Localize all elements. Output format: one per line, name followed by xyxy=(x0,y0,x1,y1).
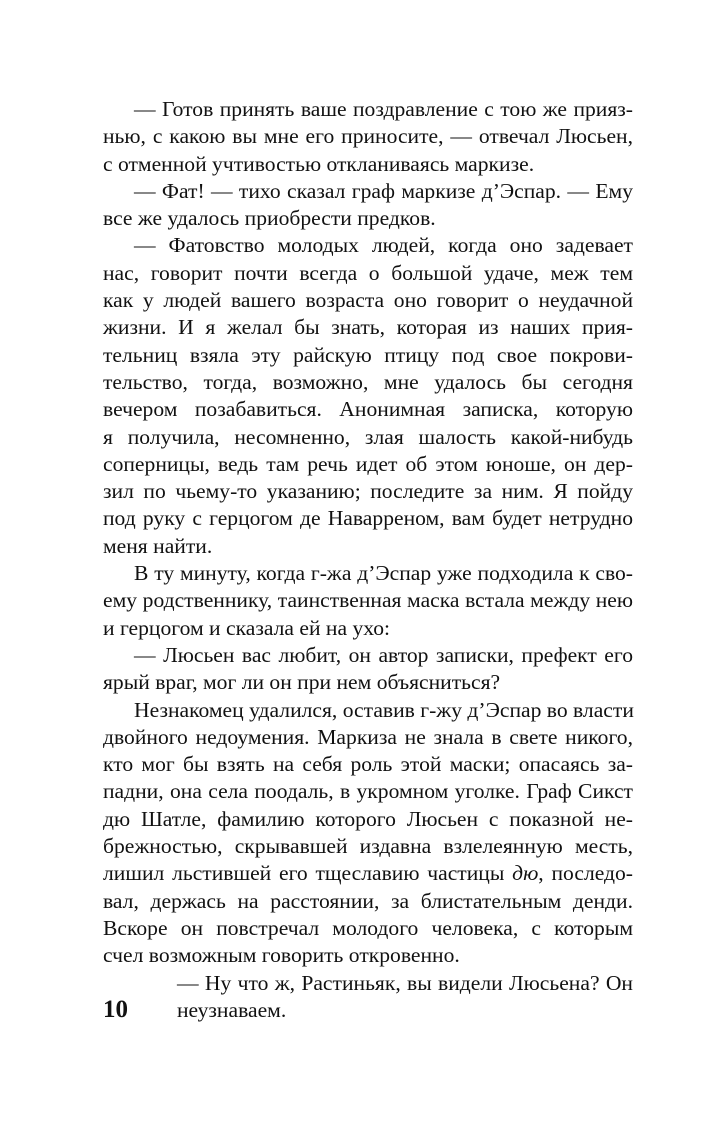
final-paragraph xyxy=(103,970,633,1025)
text-line: — Готов принять ваше поздравление с тою же прияз- xyxy=(134,97,633,121)
text-line: с отменной учтивостью откланиваясь маркизе. xyxy=(103,151,535,176)
text-line: — Фат! — тихо сказал граф маркизе д’Эспар. — Ему xyxy=(134,178,633,203)
text-line: В ту минуту, когда г-жа д’Эспар уже подходила к сво- xyxy=(134,561,633,586)
text-line: вечером позабавиться. Анонимная записка, которую xyxy=(103,397,633,422)
text-line: ему родственнику, таинственная маска встала между нею xyxy=(103,588,633,613)
text-segment: лишил льстившей его тщеславию частицы xyxy=(103,861,513,886)
text-line: кто мог бы взять на себя роль этой маски; опасаясь за- xyxy=(103,752,633,777)
text-segment: , последо- xyxy=(538,861,633,886)
text-line: тельство, тогда, возможно, мне удалось бы сегодня xyxy=(103,369,633,394)
text-line: ярый враг, мог ли он при нем объясниться? xyxy=(103,670,501,695)
text-line: все же удалось приобрести предков. xyxy=(103,206,436,231)
text-line: двойного недоумения. Маркиза не знала в свете никого, xyxy=(103,724,633,749)
text-line: — Фатовство молодых людей, когда оно задевает xyxy=(134,233,633,258)
body-text xyxy=(103,96,633,970)
text-line: тельниц взяла эту райскую птицу под свое покрови- xyxy=(103,342,633,367)
text-line: нас, говорит почти всегда о большой удаче, меж тем xyxy=(103,260,633,285)
text-line: падни, она села поодаль, в укромном уголке. Граф Сикст xyxy=(103,779,633,804)
text-line: жизни. И я желал бы знать, которая из наших прия- xyxy=(103,315,633,340)
text-line: — Люсьен вас любит, он автор записки, префект его xyxy=(134,642,633,667)
text-line: вал, держась на расстоянии, за блистательным денди. xyxy=(103,888,633,913)
text-line: соперницы, ведь там речь идет об этом юноше, он дер- xyxy=(103,451,633,476)
text-line-with-italic xyxy=(103,860,633,887)
text-line: зил по чьему-то указанию; последите за ним. Я пойду xyxy=(103,479,633,504)
text-line: Вскоре он повстречал молодого человека, с которым xyxy=(103,915,633,940)
text-line: дю Шатле, фамилию которого Люсьен с показной не- xyxy=(103,806,633,831)
text-line: брежностью, скрывавшей издавна взлелеянную месть, xyxy=(103,834,633,859)
text-line: Незнакомец удалился, оставив г-жу д’Эспар во власти xyxy=(134,697,634,722)
text-line: неузнаваем. xyxy=(177,998,287,1023)
text-line: под руку с герцогом де Наварреном, вам будет нетрудно xyxy=(103,506,633,531)
text-line: счел возможным говорить откровенно. xyxy=(103,943,460,968)
text-line: нью, с какою вы мне его приносите, — отвечал Люсьен, xyxy=(103,124,633,149)
text-line: я получила, несомненно, злая шалость какой-нибудь xyxy=(103,424,633,449)
text-line: меня найти. xyxy=(103,533,213,558)
text-line: и герцогом и сказала ей на ухо: xyxy=(103,615,391,640)
text-line: — Ну что ж, Растиньяк, вы видели Люсьена? Он xyxy=(177,971,633,995)
page-number: 10 xyxy=(103,996,128,1023)
italic-particle: дю xyxy=(512,861,539,886)
text-line: как у людей вашего возраста оно говорит о неудачной xyxy=(103,288,633,313)
